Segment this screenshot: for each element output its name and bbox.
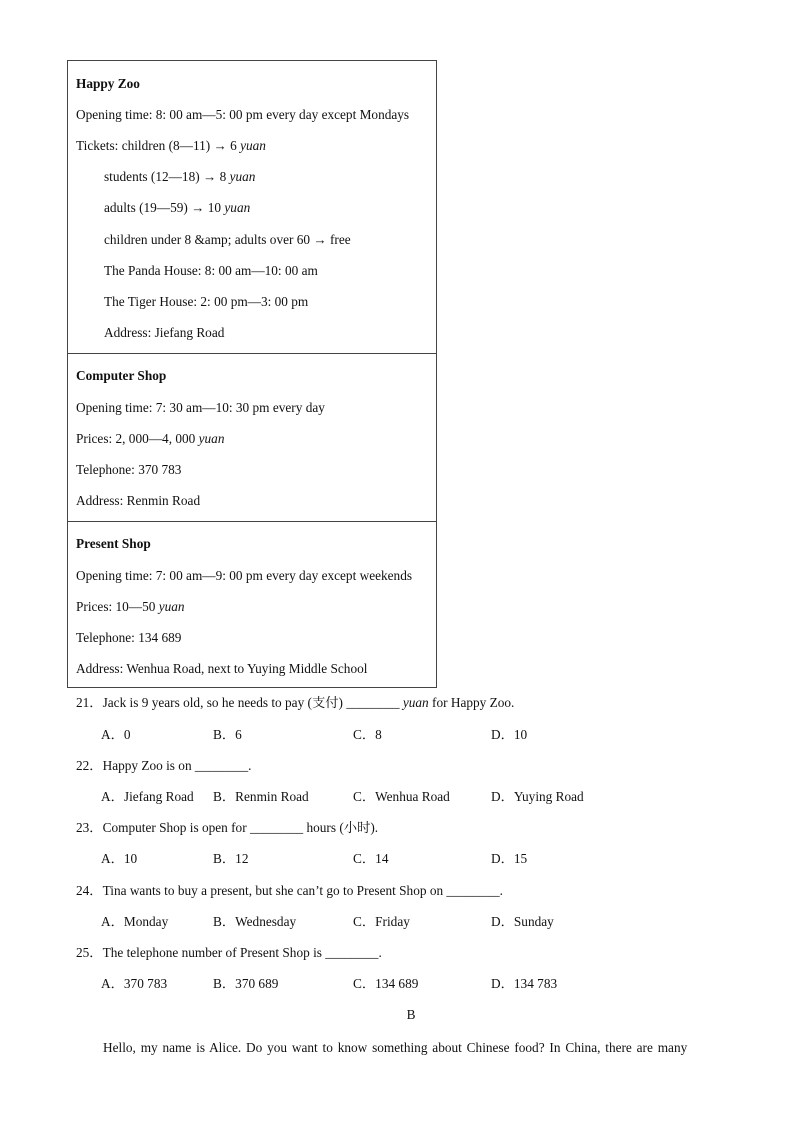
- present-opening-time: Opening time: 7: 00 am—9: 00 pm every day except weekends: [76, 568, 413, 583]
- q22-option-d[interactable]: D．Yuying Road: [491, 789, 584, 804]
- zoo-tickets-students: students (12—18) → 8 yuan: [104, 169, 256, 184]
- q23-option-a[interactable]: A．10: [101, 851, 138, 866]
- computer-address: Address: Renmin Road: [76, 493, 201, 508]
- question-22: 22．Happy Zoo is on ________.: [76, 758, 252, 773]
- section-b-label: B: [406, 1007, 416, 1022]
- q22-option-c[interactable]: C．Wenhua Road: [353, 789, 450, 804]
- happy-zoo-section: [68, 61, 436, 354]
- q24-option-a[interactable]: A．Monday: [101, 914, 169, 929]
- q21-option-a[interactable]: A．0: [101, 727, 131, 742]
- present-title: Present Shop: [76, 536, 151, 551]
- zoo-tiger-house: The Tiger House: 2: 00 pm—3: 00 pm: [104, 294, 309, 309]
- zoo-tickets-adults: adults (19—59) → 10 yuan: [104, 200, 251, 215]
- q23-option-b[interactable]: B．12: [213, 851, 249, 866]
- q25-option-c[interactable]: C．134 689: [353, 976, 419, 991]
- computer-prices: Prices: 2, 000—4, 000 yuan: [76, 431, 225, 446]
- q24-option-b[interactable]: B．Wednesday: [213, 914, 297, 929]
- computer-opening-time: Opening time: 7: 30 am—10: 30 pm every day: [76, 400, 325, 415]
- q23-option-c[interactable]: C．14: [353, 851, 389, 866]
- zoo-opening-time: Opening time: 8: 00 am—5: 00 pm every day except Mondays: [76, 107, 410, 122]
- q25-option-b[interactable]: B．370 689: [213, 976, 279, 991]
- q21-option-c[interactable]: C．8: [353, 727, 382, 742]
- present-address: Address: Wenhua Road, next to Yuying Middle School: [76, 661, 368, 676]
- zoo-address: Address: Jiefang Road: [104, 325, 225, 340]
- info-table: [67, 60, 437, 688]
- q24-option-d[interactable]: D．Sunday: [491, 914, 554, 929]
- present-telephone: Telephone: 134 689: [76, 630, 182, 645]
- q25-option-a[interactable]: A．370 783: [101, 976, 168, 991]
- question-25: 25．The telephone number of Present Shop is ________.: [76, 945, 382, 960]
- q25-option-d[interactable]: D．134 783: [491, 976, 558, 991]
- computer-title: Computer Shop: [76, 368, 167, 383]
- question-23: 23．Computer Shop is open for ________ hours (小时).: [76, 820, 379, 835]
- section-b-paragraph: Hello, my name is Alice. Do you want to know something about Chinese food? In China, there are many: [103, 1040, 688, 1055]
- zoo-tickets-children: Tickets: children (8—11) → 6 yuan: [76, 138, 266, 153]
- q24-option-c[interactable]: C．Friday: [353, 914, 410, 929]
- computer-shop-section: [68, 354, 436, 522]
- question-24: 24．Tina wants to buy a present, but she can’t go to Present Shop on ________.: [76, 883, 503, 898]
- q23-option-d[interactable]: D．15: [491, 851, 528, 866]
- q21-option-d[interactable]: D．10: [491, 727, 528, 742]
- computer-telephone: Telephone: 370 783: [76, 462, 182, 477]
- q22-option-b[interactable]: B．Renmin Road: [213, 789, 309, 804]
- q22-option-a[interactable]: A．Jiefang Road: [101, 789, 194, 804]
- present-prices: Prices: 10—50 yuan: [76, 599, 185, 614]
- q21-option-b[interactable]: B．6: [213, 727, 242, 742]
- present-shop-section: [68, 522, 436, 687]
- question-21: 21．Jack is 9 years old, so he needs to pay (支付) ________ yuan for Happy Zoo.: [76, 695, 515, 710]
- zoo-tickets-free: children under 8 &amp; adults over 60 → free: [104, 232, 351, 247]
- zoo-panda-house: The Panda House: 8: 00 am—10: 00 am: [104, 263, 318, 278]
- zoo-title: Happy Zoo: [76, 76, 140, 91]
